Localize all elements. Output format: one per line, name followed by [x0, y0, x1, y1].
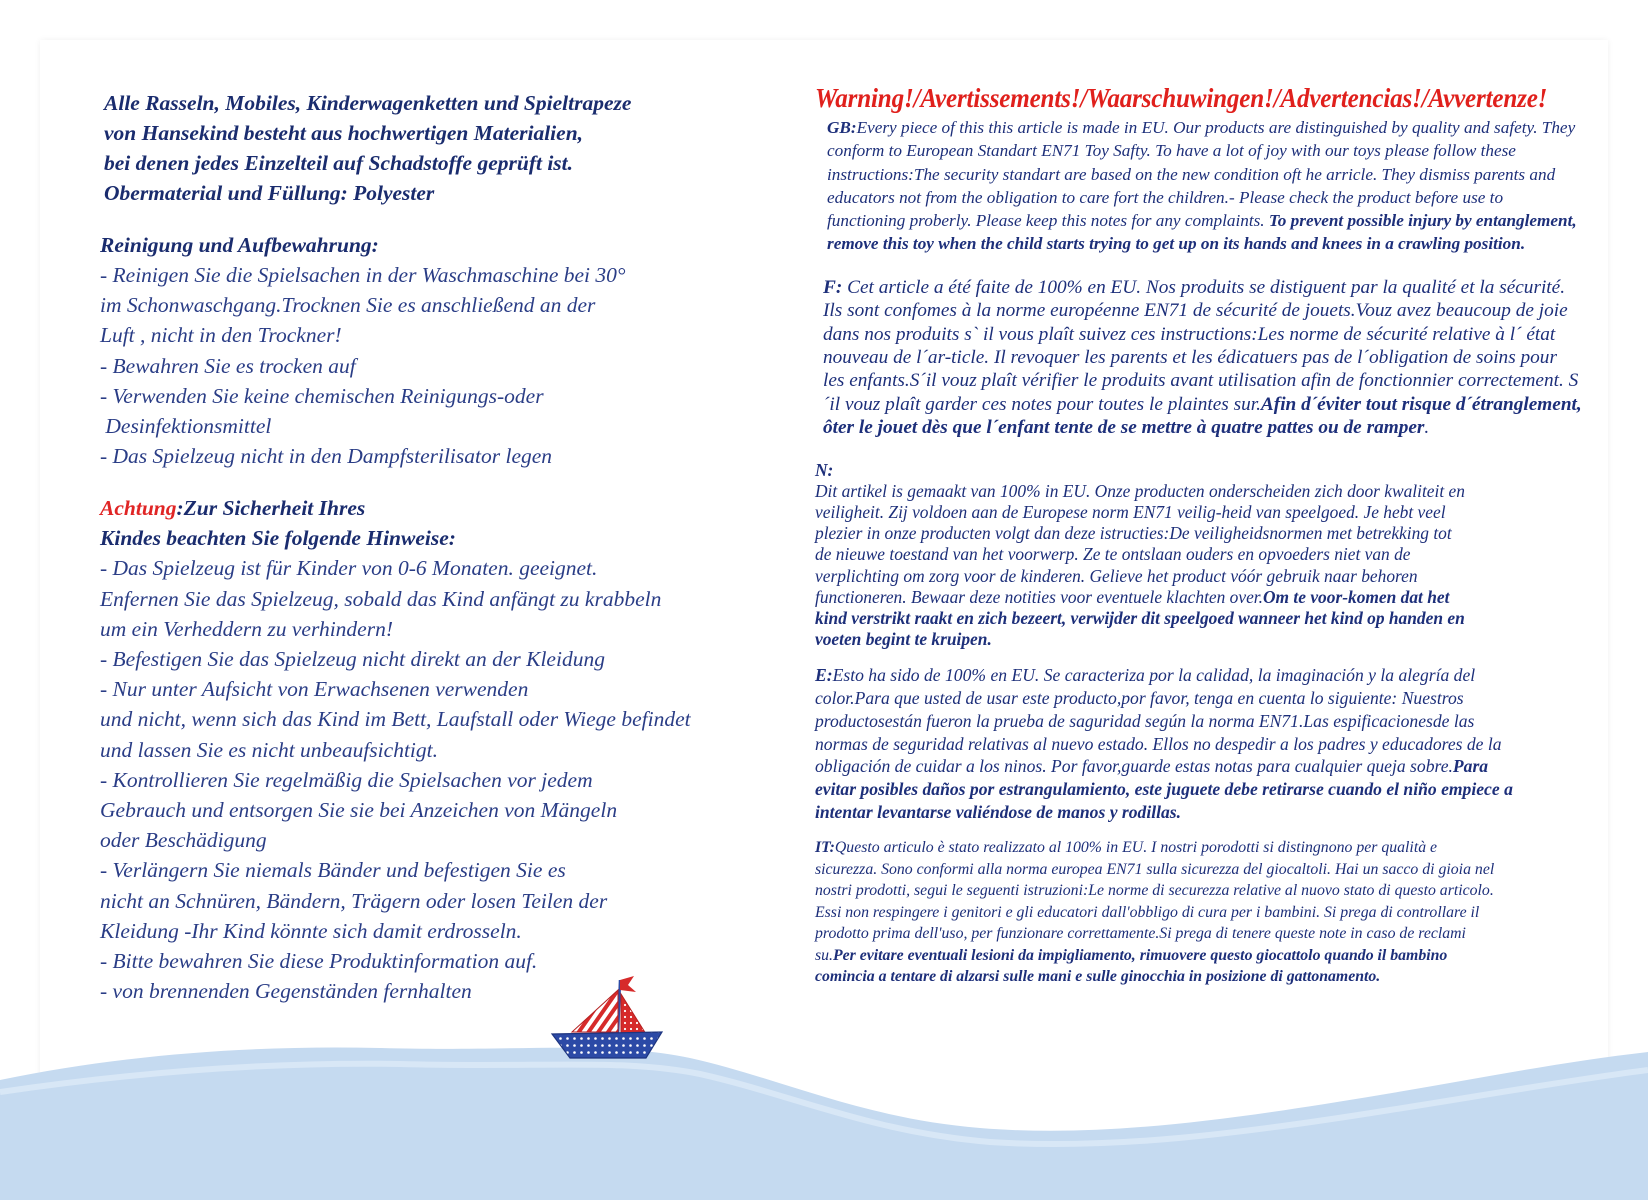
safety-line: - von brennenden Gegenständen fernhalten — [100, 979, 472, 1004]
language-code: GB: — [827, 118, 857, 137]
cleaning-line: - Bewahren Sie es trocken auf — [100, 353, 356, 378]
german-column — [100, 88, 800, 1028]
cleaning-line: - Das Spielzeug nicht in den Dampfsterilisator legen — [100, 444, 553, 469]
cleaning-title: Reinigung und Aufbewahrung: — [100, 233, 379, 257]
product-intro — [104, 88, 800, 208]
safety-line: oder Beschädigung — [100, 828, 267, 853]
intro-line: von Hansekind besteht aus hochwertigen Materialien, — [104, 121, 584, 145]
language-code: F: — [823, 276, 843, 298]
safety-line: - Das Spielzeug ist für Kinder von 0-6 Monaten. geeignet. — [100, 556, 598, 581]
intro-line: Obermaterial und Füllung: Polyester — [104, 181, 435, 205]
safety-title-part: :Zur Sicherheit Ihres — [176, 496, 366, 521]
warning-french — [823, 276, 1583, 440]
intro-line: Alle Rasseln, Mobiles, Kinderwagenketten und Spieltrapeze — [104, 91, 632, 115]
safety-title — [100, 493, 800, 523]
warning-bold-text: Om te voor-komen dat het kind verstrikt raakt en zich bezeert, verwijder dit speelgoed wanneer het kind op handen en voeten begint te kruipen. — [815, 586, 1465, 650]
safety-section — [100, 493, 800, 1006]
cleaning-section — [100, 230, 800, 471]
safety-line: und lassen Sie es nicht unbeaufsichtigt. — [100, 737, 438, 762]
warning-bold-text: Per evitare eventuali lesioni da impigliamento, rimuovere questo giocattolo quando il bambino comincia a tentare di alzarsi sulle mani e sulle ginocchia in posizione di gattonamento. — [815, 946, 1448, 986]
warning-english — [827, 116, 1577, 256]
safety-line: - Befestigen Sie das Spielzeug nicht direkt an der Kleidung — [100, 647, 605, 672]
cleaning-line: Luft , nicht in den Trockner! — [100, 323, 342, 348]
language-code: E: — [815, 665, 833, 686]
warning-title: Warning!/Avertissements!/Waarschuwingen!/Advertencias!/Avvertenze! — [815, 83, 1548, 113]
warning-text: Questo articulo è stato realizzato al 100% in EU. I nostri porodotti si distingnono per qualità e sicurezza. Sono conformi alla norma europea EN71 sulla sicurezza del giocaltoli. Hai un sacco di gioia nel nostri prodotti, segui le seguenti istruzioni:Le norme di securezza relative al nuovo stato di questo articolo. Essi non respingere i genitori e gli educatori dall'obbligo di cura per i bambini. Si prega di controllare il prodotto prima dell'uso, per funzionare correttamente.Si prega di tenere queste note in caso de reclami su. — [815, 839, 1495, 964]
safety-line: - Kontrollieren Sie regelmäßig die Spielsachen vor jedem — [100, 767, 593, 792]
safety-line: Enfernen Sie das Spielzeug, sobald das Kind anfängt zu krabbeln — [100, 586, 662, 611]
warning-bold-text: Afin d´éviter tout risque d´étranglement, ôter le jouet dès que l´enfant tente de se mettre à quatre pattes ou de ramper — [823, 393, 1582, 439]
safety-line: um ein Verheddern zu verhindern! — [100, 616, 393, 641]
warning-spanish — [815, 664, 1515, 823]
warning-text: Dit artikel is gemaakt van 100% in EU. Onze producten onderscheiden zich door kwaliteit en veiligheit. Zij voldoen aan de Europese norm EN71 veilig-heid van speelgoed. Je hebt veel plezier in onze producten volgt dan deze istructies:De veiligheidsnormen met betrekking tot de nieuwe toestand van het voorwerp. Ze te ontslaan ouders en opvoeders niet van de verplichting om zorg voor de kinderen. Gelieve het product vóór gebruik naar behoren functioneren. Bewaar deze notities voor eventuele klachten over. — [815, 480, 1465, 607]
language-code: N: — [815, 459, 834, 480]
safety-line: Kleidung -Ihr Kind könnte sich damit erdrosseln. — [100, 918, 522, 943]
cleaning-line: - Reinigen Sie die Spielsachen in der Waschmaschine bei 30° — [100, 263, 626, 287]
safety-line: Gebrauch und entsorgen Sie sie bei Anzeichen von Mängeln — [100, 798, 618, 823]
warning-italian — [815, 837, 1495, 988]
safety-subtitle: Kindes beachten Sie folgende Hinweise: — [100, 526, 456, 551]
intro-line: bei denen jedes Einzelteil auf Schadstoffe geprüft ist. — [104, 151, 574, 175]
warning-dutch — [815, 460, 1465, 651]
warnings-column — [815, 82, 1585, 988]
warning-text: Every piece of this this article is made in EU. Our products are distinguished by quality and safety. They conform to European Standart EN71 Toy Safty. To have a lot of joy with our toys please follow these instructions:The security standart are based on the new condition oft he arricle. They dismiss parents and educators not from the obligation to care fort the children.- Please check the product before use to functioning proberly. Please keep this notes for any complaints. — [827, 118, 1576, 231]
safety-line: - Bitte bewahren Sie diese Produktinformation auf. — [100, 949, 538, 974]
cleaning-line: - Verwenden Sie keine chemischen Reinigungs-oder — [100, 383, 544, 408]
safety-line: - Verlängern Sie niemals Bänder und befestigen Sie es — [100, 858, 566, 883]
language-code: IT: — [815, 839, 835, 857]
warning-text: Esto ha sido de 100% en EU. Se caracteriza por la calidad, la imaginación y la alegría del color.Para que usted de usar este producto,por favor, tenga en cuenta lo siguiente: Nuestros productosestán fueron la prueba de saguridad según la norma EN71.Las espificacionesde las normas de seguridad relativas al nuevo estado. Ellos no despedir a los padres y educadores de la obligación de cuidar a los ninos. Por favor,guarde estas notas para cualquier queja sobre. — [815, 665, 1502, 777]
safety-warning-word: Achtung — [100, 496, 177, 521]
safety-line: - Nur unter Aufsicht von Erwachsenen verwenden — [100, 677, 529, 702]
warning-end: . — [1424, 417, 1430, 439]
safety-line: nicht an Schnüren, Bändern, Trägern oder losen Teilen der — [100, 888, 608, 913]
cleaning-line: Desinfektionsmittel — [100, 414, 272, 439]
safety-line: und nicht, wenn sich das Kind im Bett, Laufstall oder Wiege befindet — [100, 707, 691, 732]
cleaning-line: im Schonwaschgang.Trocknen Sie es anschließend an der — [100, 293, 596, 318]
warning-bold-text: To prevent possible injury by entanglement, remove this toy when the child starts trying to get up on its hands and knees in a crawling position. — [827, 211, 1577, 254]
warning-bold-text: Para evitar posibles daños por estrangulamiento, este juguete debe retirarse cuando el niño empiece a intentar levantarse valiéndose de manos y rodillas. — [815, 756, 1513, 822]
warning-text: Cet article a été faite de 100% en EU. Nos produits se distiguent par la qualité et la sécurité. Ils sont confomes à la norme européenne EN71 de sécurité de jouets.Vouz avez beaucoup de joie dans nos produits s` il vous plaît suivez ces instructions:Les norme de sécurité relative à l´ état nouveau de l´ar-ticle. Il revoquer les parents et les édicatuers pas de l´obligation de soins pour les enfants.S´il vouz plaît vérifier le produits avant utilisation afin de fonctionnier correctement. S´il vouz plaît garder ces notes pour toutes le plaintes sur. — [823, 276, 1579, 415]
